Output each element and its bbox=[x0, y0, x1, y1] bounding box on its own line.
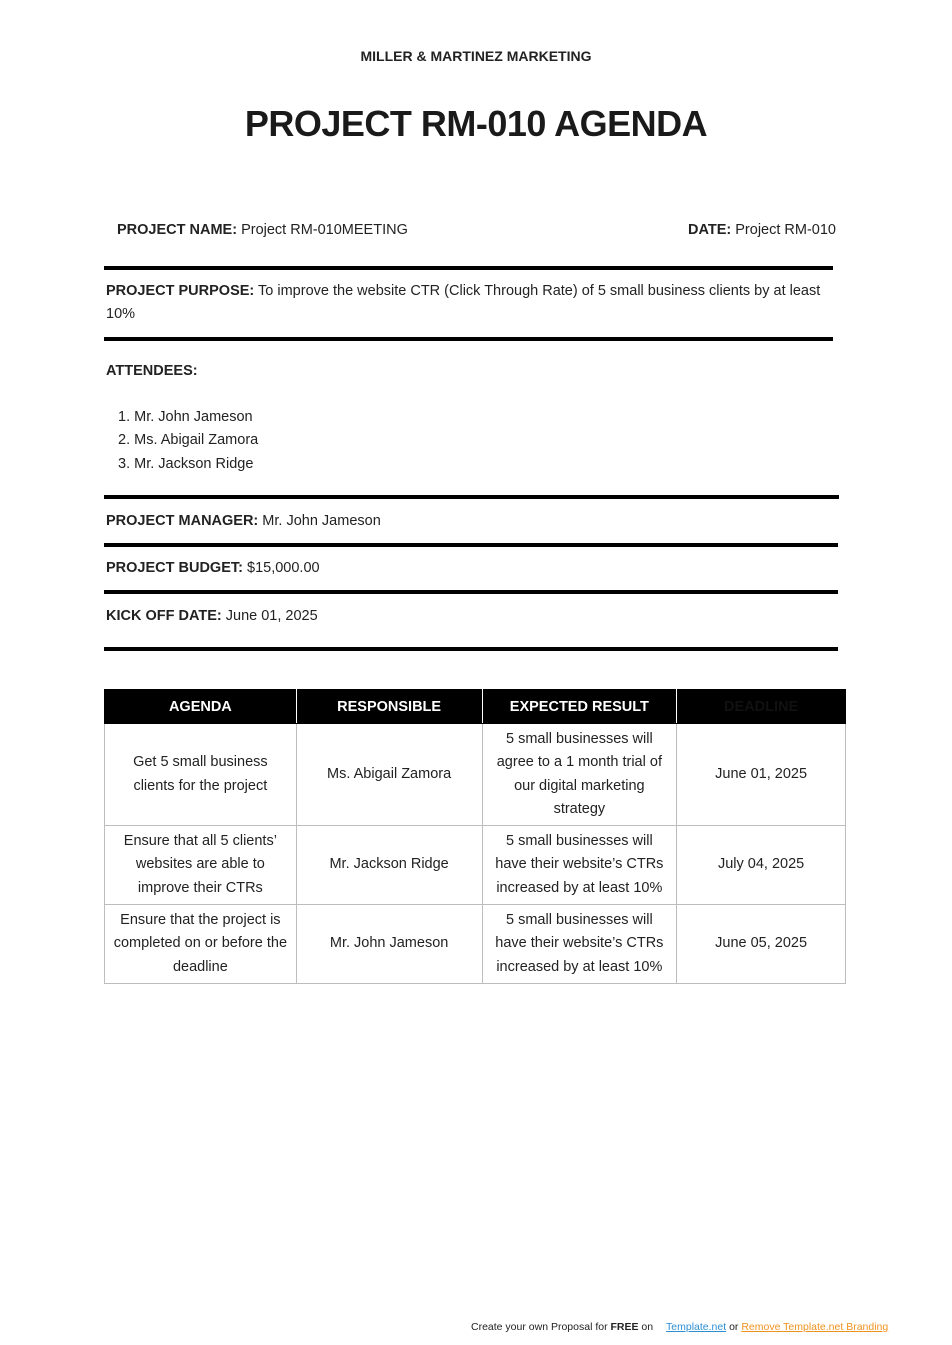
deadline-cell: June 05, 2025 bbox=[677, 905, 846, 984]
deadline-cell: June 01, 2025 bbox=[677, 724, 846, 826]
agenda-cell: Get 5 small business clients for the project bbox=[105, 724, 297, 826]
table-header-row bbox=[105, 690, 846, 724]
project-name-value: Project RM-010MEETING bbox=[241, 222, 408, 238]
expected-result-cell: 5 small businesses will have their website’s CTRs increased by at least 10% bbox=[482, 905, 677, 984]
date-value: Project RM-010 bbox=[735, 222, 836, 238]
project-manager-value: Mr. John Jameson bbox=[262, 513, 381, 529]
header-deadline: DEADLINE bbox=[677, 690, 846, 724]
company-name: MILLER & MARTINEZ MARKETING bbox=[360, 48, 592, 64]
kickoff-date-label: KICK OFF DATE: bbox=[106, 608, 222, 624]
footer-free: FREE bbox=[610, 1321, 639, 1333]
footer-text: Create your own Proposal for bbox=[471, 1321, 611, 1333]
attendee-item: 3. Mr. Jackson Ridge bbox=[118, 455, 254, 472]
table-row bbox=[105, 826, 846, 905]
responsible-cell: Ms. Abigail Zamora bbox=[296, 724, 482, 826]
responsible-cell: Mr. John Jameson bbox=[296, 905, 482, 984]
footer-on: on bbox=[638, 1321, 654, 1333]
kickoff-date bbox=[106, 605, 318, 628]
project-purpose-value: To improve the website CTR (Click Through Rate) of 5 small business clients by at least 10% bbox=[106, 283, 821, 322]
date-label: DATE: bbox=[688, 222, 732, 238]
footer-or: or bbox=[726, 1321, 742, 1333]
attendees-label: ATTENDEES: bbox=[106, 363, 198, 379]
page-title: PROJECT RM-010 AGENDA bbox=[244, 103, 708, 144]
project-name-label: PROJECT NAME: bbox=[117, 222, 238, 238]
expected-result-cell: 5 small businesses will agree to a 1 month trial of our digital marketing strategy bbox=[482, 724, 677, 826]
project-budget bbox=[106, 557, 320, 580]
attendee-item: 1. Mr. John Jameson bbox=[118, 409, 253, 425]
divider-3 bbox=[104, 495, 839, 499]
agenda-cell: Ensure that the project is completed on or before the deadline bbox=[105, 905, 297, 984]
remove-branding-link[interactable]: Remove Template.net Branding bbox=[741, 1321, 889, 1333]
footer bbox=[471, 1321, 888, 1333]
divider-6 bbox=[104, 647, 838, 651]
project-budget-value: $15,000.00 bbox=[247, 560, 320, 576]
deadline-cell: July 04, 2025 bbox=[677, 826, 846, 905]
project-purpose bbox=[106, 280, 831, 326]
template-net-link[interactable]: Template.net bbox=[666, 1321, 727, 1333]
expected-result-cell: 5 small businesses will have their website’s CTRs increased by at least 10% bbox=[482, 826, 677, 905]
kickoff-date-value: June 01, 2025 bbox=[225, 608, 318, 624]
divider-5 bbox=[104, 590, 838, 594]
project-manager-label: PROJECT MANAGER: bbox=[106, 513, 259, 529]
table-row bbox=[105, 724, 846, 826]
project-manager bbox=[106, 510, 381, 533]
header-agenda: AGENDA bbox=[105, 690, 297, 724]
attendee-item: 2. Ms. Abigail Zamora bbox=[118, 432, 259, 449]
header-expected-result: EXPECTED RESULT bbox=[482, 690, 677, 724]
project-purpose-label: PROJECT PURPOSE: bbox=[106, 283, 255, 299]
divider-4 bbox=[104, 543, 838, 547]
divider-1 bbox=[104, 266, 833, 270]
divider-2 bbox=[104, 337, 833, 341]
meta-row bbox=[117, 222, 836, 238]
date-field bbox=[688, 222, 836, 238]
agenda-table bbox=[104, 689, 846, 984]
agenda-cell: Ensure that all 5 clients’ websites are able to improve their CTRs bbox=[105, 826, 297, 905]
attendees-list bbox=[118, 406, 258, 476]
project-name-field bbox=[117, 222, 408, 238]
table-row bbox=[105, 905, 846, 984]
responsible-cell: Mr. Jackson Ridge bbox=[296, 826, 482, 905]
header-responsible: RESPONSIBLE bbox=[296, 690, 482, 724]
project-budget-label: PROJECT BUDGET: bbox=[106, 560, 243, 576]
